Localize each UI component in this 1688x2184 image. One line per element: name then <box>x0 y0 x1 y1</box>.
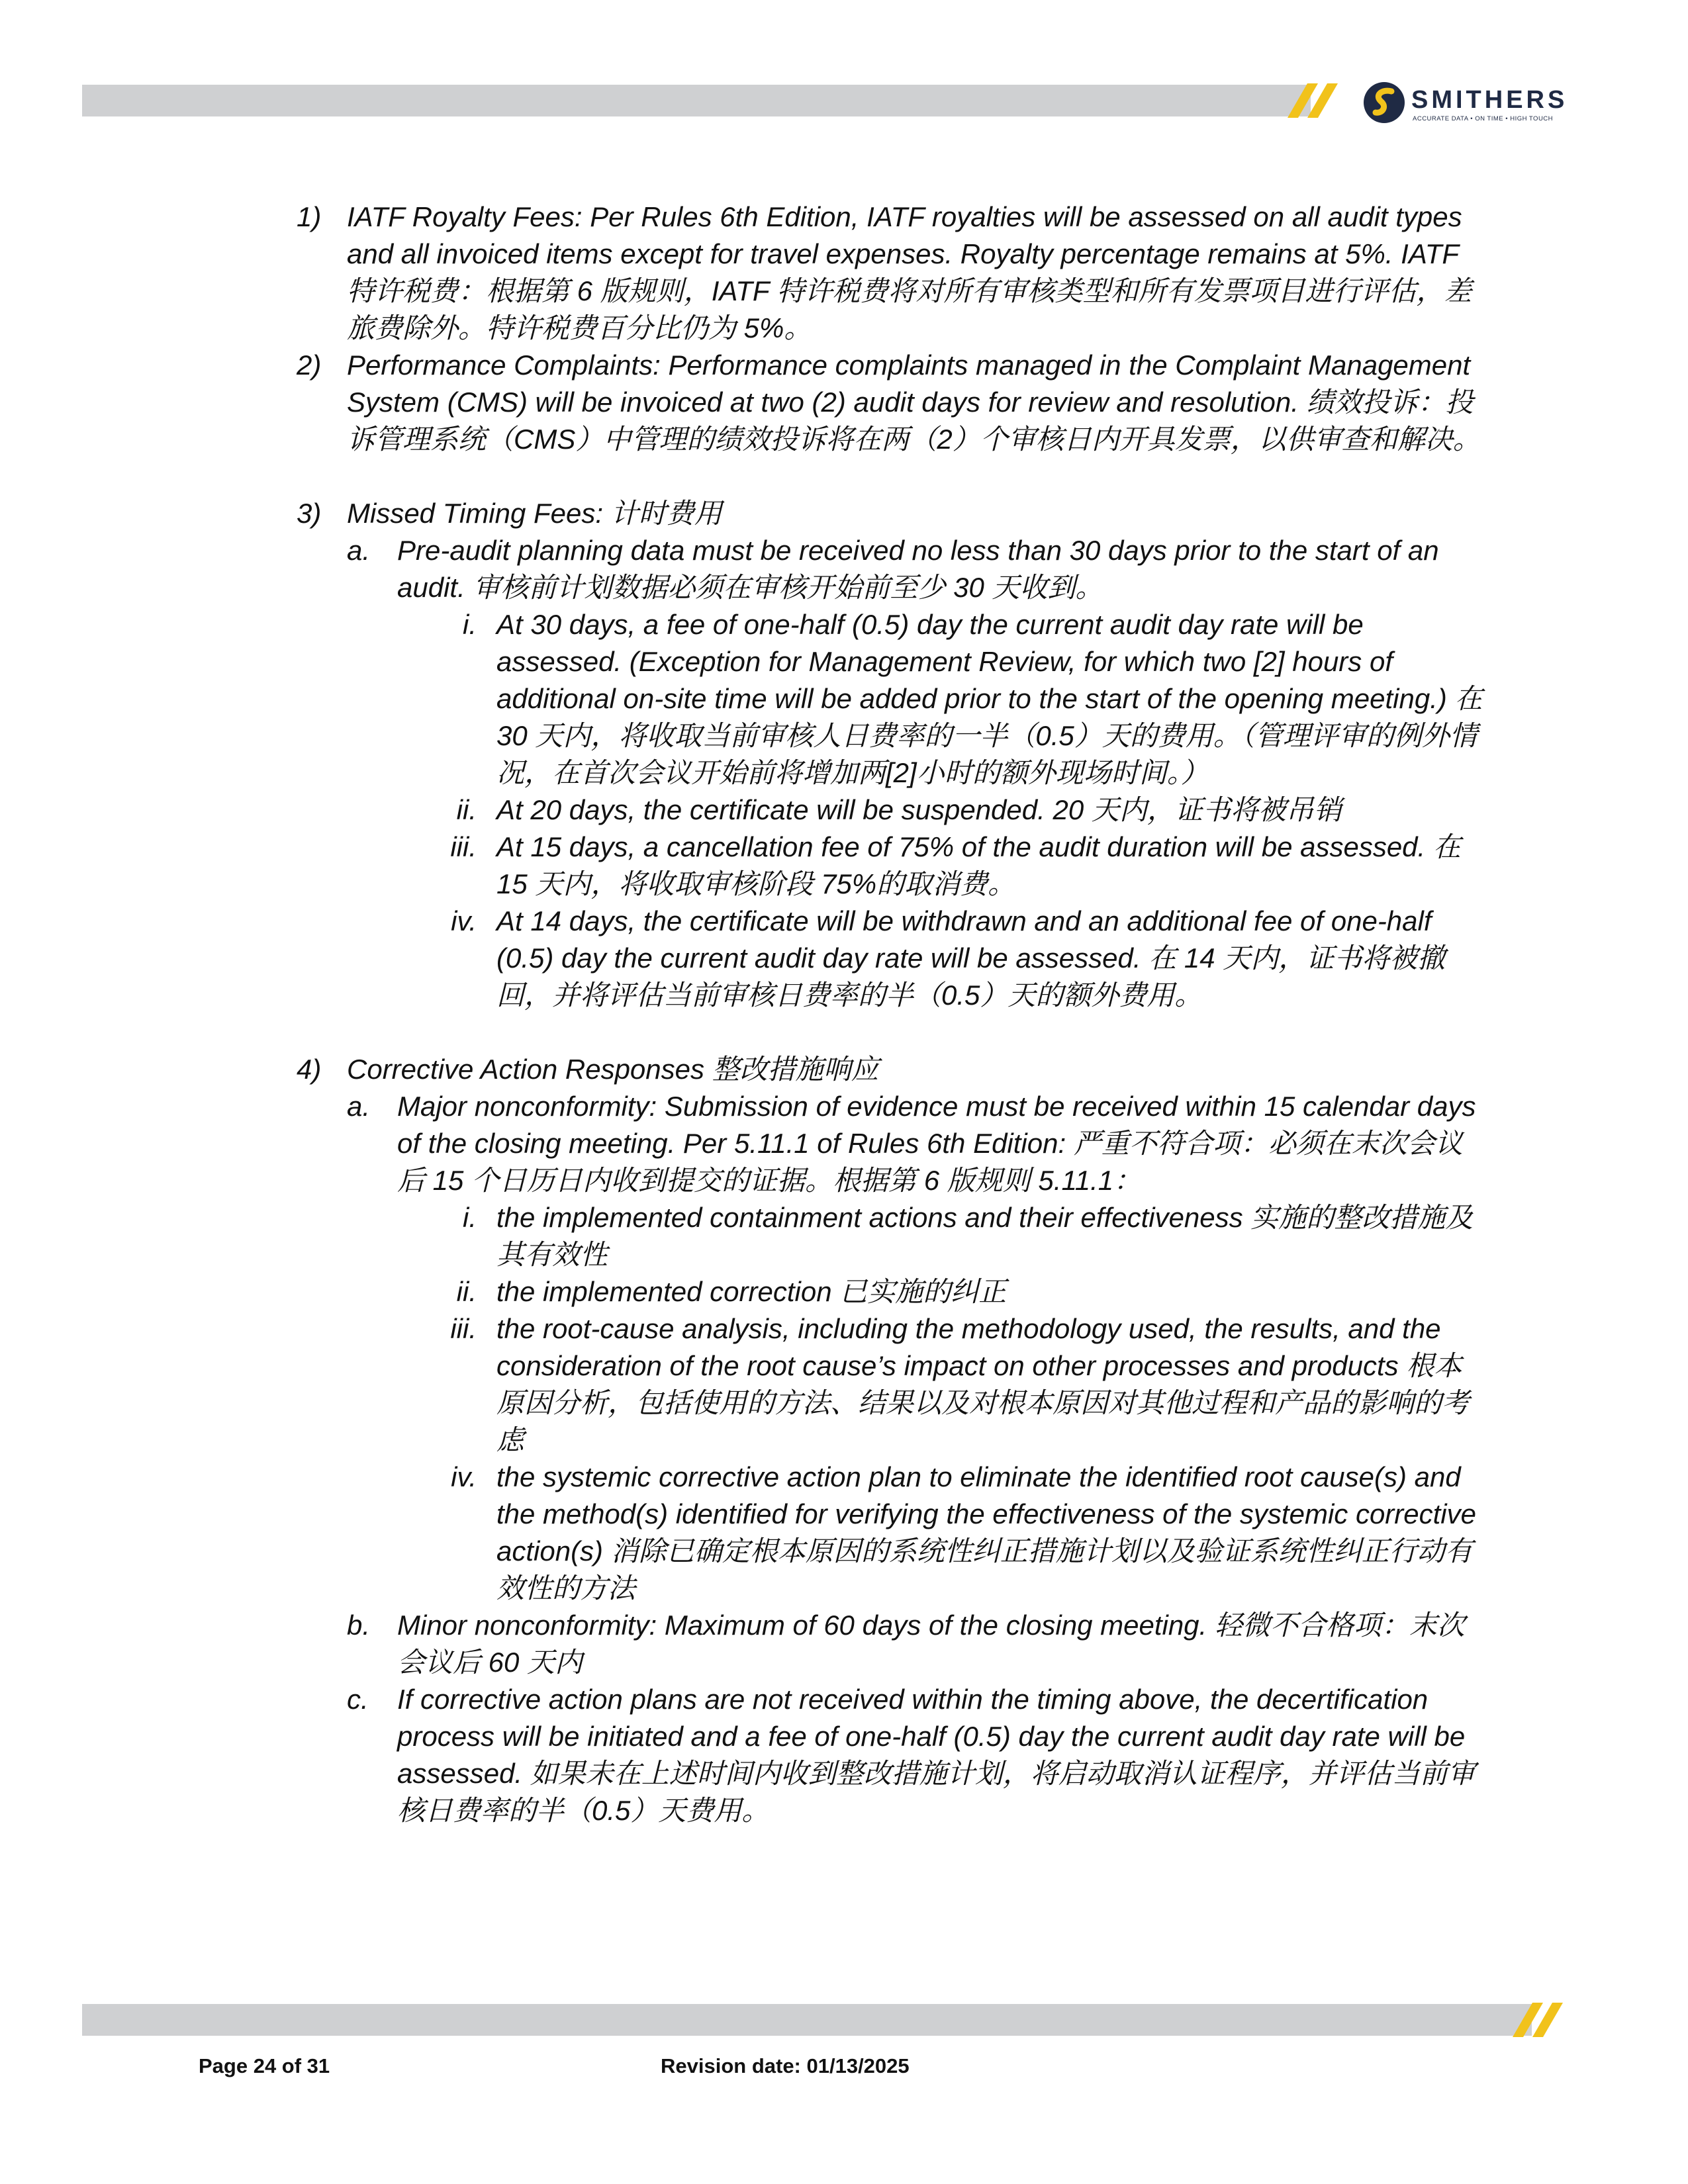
list-marker: iv. <box>451 1461 477 1492</box>
subitem-text: the implemented containment actions and their effectiveness 实施的整改措施及其有效性 <box>496 1202 1474 1270</box>
subitem-b <box>347 1607 1488 1681</box>
list-marker: a. <box>347 535 371 566</box>
subitem-text: the systemic corrective action plan to eliminate the identified root cause(s) and the method(s) identified for verifying the effectiveness of the systemic corrective action(s) 消除已确定根本原因的系统性纠正措施计划以及验证系统性纠正行动有效性的方法 <box>496 1461 1476 1604</box>
list-marker: iii. <box>450 1313 477 1344</box>
subitem-ii <box>397 792 1488 829</box>
section-corrective-action-responses <box>297 1051 1488 1829</box>
subitem-text: If corrective action plans are not received within the timing above, the decertification process will be initiated and a fee of one-half (0.5) day the current audit day rate will be assessed. 如果未在上述时间内收到整改措施计划，将启动取消认证程序，并评估当前审核日费率的半（0.5）天费用。 <box>397 1684 1476 1826</box>
subitem-text: At 20 days, the certificate will be suspended. 20 天内，证书将被吊销 <box>496 794 1342 825</box>
smithers-logo <box>1362 81 1568 127</box>
subitem-text: At 14 days, the certificate will be withdrawn and an additional fee of one-half (0.5) day the current audit day rate will be assessed. 在 14 天内，证书将被撤回，并将评估当前审核日费率的半（0.5）天的额外费用。 <box>496 905 1446 1011</box>
subitem-c <box>347 1681 1488 1829</box>
list-marker: ii. <box>456 1276 477 1307</box>
subitem-text: Pre-audit planning data must be received no less than 30 days prior to the start of an audit. 审核前计划数据必须在审核开始前至少 30 天收到。 <box>397 535 1439 603</box>
subitem-text: At 30 days, a fee of one-half (0.5) day the current audit day rate will be assessed. (Exception for Management Review, for which two [2] hours of additional on-site time will be added prior to the start of the opening meeting.) 在 30 天内，将收取当前审核人日费率的一半（0.5）天的费用。（管理评审的例外情况，在首次会议开始前将增加两[2]小时的额外现场时间。） <box>496 609 1483 788</box>
subitem-text: Minor nonconformity: Maximum of 60 days of the closing meeting. 轻微不合格项：末次会议后 60 天内 <box>397 1610 1465 1678</box>
list-marker: i. <box>463 1202 477 1233</box>
section-heading: Corrective Action Responses 整改措施响应 <box>347 1054 879 1085</box>
list-marker: b. <box>347 1610 371 1641</box>
section-royalty-fees <box>297 199 1488 347</box>
page-number: Page 24 of 31 <box>199 2054 330 2077</box>
list-marker: 1) <box>297 201 322 232</box>
header-bar <box>82 85 1311 116</box>
subitem-a <box>347 532 1488 1014</box>
section-missed-timing-fees <box>297 495 1488 1014</box>
footer-accent-stripes <box>1523 2003 1553 2037</box>
subitem-text: the root-cause analysis, including the methodology used, the results, and the consideration of the root cause’s impact on other processes and products 根本原因分析，包括使用的方法、结果以及对根本原因对其他过程和产品的影响的考虑 <box>496 1313 1470 1455</box>
subitem-iv <box>397 1459 1488 1607</box>
section-text: Performance Complaints: Performance complaints managed in the Complaint Management System (CMS) will be invoiced at two (2) audit days for review and resolution. 绩效投诉：投诉管理系统（CMS）中管理的绩效投诉将在两（2）个审核日内开具发票，以供审查和解决。 <box>347 349 1481 455</box>
revision-date: Revision date: 01/13/2025 <box>661 2054 910 2077</box>
list-marker: 2) <box>297 349 322 381</box>
subitem-text: the implemented correction 已实施的纠正 <box>496 1276 1007 1307</box>
section-text: IATF Royalty Fees: Per Rules 6th Edition, IATF royalties will be assessed on all audit types and all invoiced items except for travel expenses. Royalty percentage remains at 5%. IATF 特许税费：根据第 6 版规则，IATF 特许税费将对所有审核类型和所有发票项目进行评估，差旅费除外。特许税费百分比仍为 5%。 <box>347 201 1472 343</box>
list-marker: c. <box>347 1684 369 1715</box>
smithers-logo-icon <box>1362 81 1406 124</box>
subitem-iv <box>397 903 1488 1014</box>
list-marker: iv. <box>451 905 477 936</box>
subitem-iii <box>397 829 1488 903</box>
subitem-iii <box>397 1310 1488 1459</box>
footer-bar <box>82 2004 1532 2036</box>
subitem-text: Major nonconformity: Submission of evidence must be received within 15 calendar days of the closing meeting. Per 5.11.1 of Rules 6th Edition: 严重不符合项：必须在末次会议后 15 个日历日内收到提交的证据。根据第 6 版规则 5.11.1： <box>397 1091 1476 1196</box>
subitem-text: At 15 days, a cancellation fee of 75% of the audit duration will be assessed. 在 15 天内，将收取审核阶段 75%的取消费。 <box>496 831 1461 899</box>
subitem-ii <box>397 1273 1488 1310</box>
list-marker: 4) <box>297 1054 322 1085</box>
section-heading: Missed Timing Fees: 计时费用 <box>347 498 722 529</box>
subitem-a <box>347 1088 1488 1607</box>
list-marker: ii. <box>456 794 477 825</box>
list-marker: 3) <box>297 498 322 529</box>
brand-tagline: ACCURATE DATA • ON TIME • HIGH TOUCH <box>1413 115 1554 122</box>
subitem-i <box>397 1199 1488 1273</box>
list-marker: a. <box>347 1091 371 1122</box>
subitem-i <box>397 606 1488 792</box>
list-marker: i. <box>463 609 477 640</box>
section-performance-complaints <box>297 347 1488 458</box>
header-accent-stripes <box>1297 83 1328 118</box>
list-marker: iii. <box>450 831 477 862</box>
brand-name: SMITHERS <box>1411 86 1568 114</box>
document-body <box>297 199 1488 1829</box>
